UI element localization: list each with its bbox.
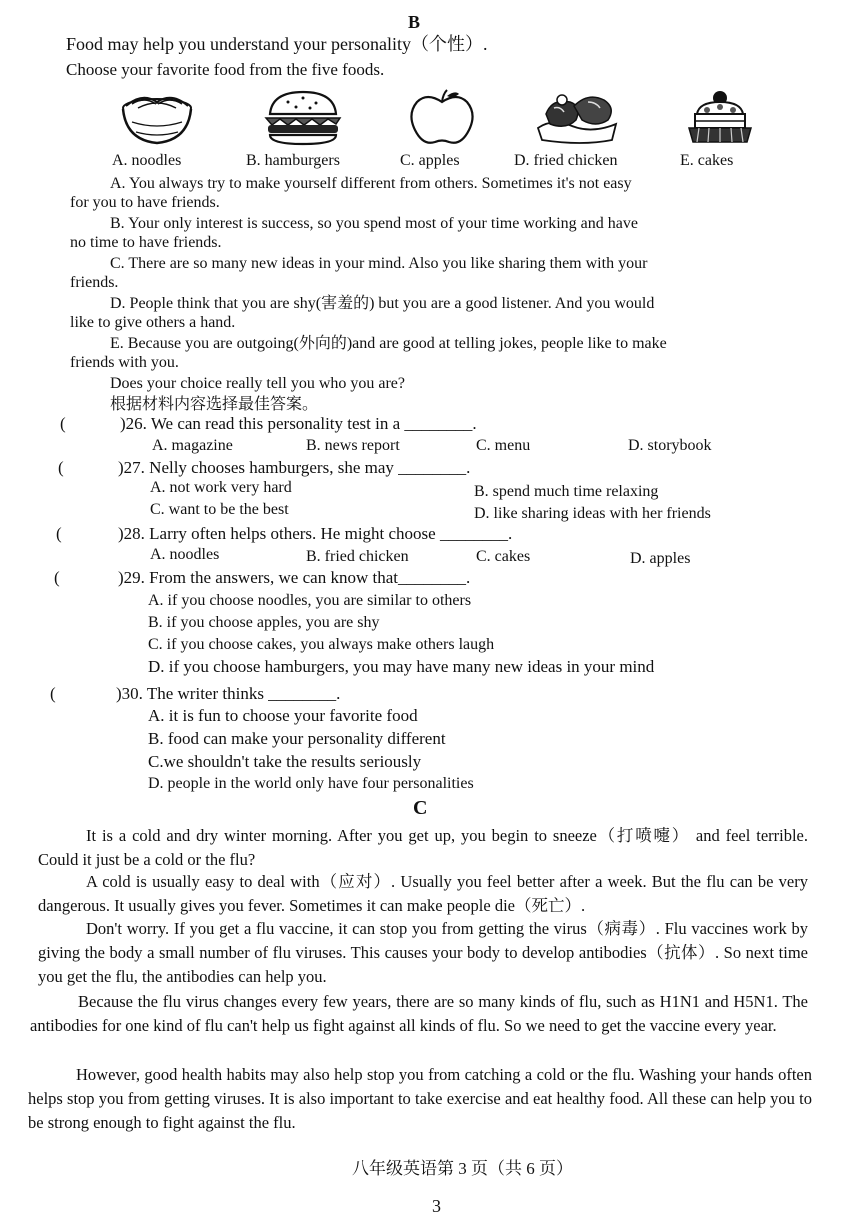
- question-30-option: B. food can make your personality different: [148, 729, 446, 748]
- question-30-option: C.we shouldn't take the results seriously: [148, 752, 422, 771]
- description-a-line1: A. You always try to make yourself different from others. Sometimes it's not easy: [110, 175, 632, 192]
- question-28-option: B. fried chicken: [306, 548, 409, 565]
- instruction: 根据材料内容选择最佳答案。: [110, 396, 319, 413]
- fried-chicken-icon: [532, 88, 622, 148]
- question-27-option: C. want to be the best: [150, 501, 289, 518]
- section-b-intro-2: Choose your favorite food from the five foods.: [66, 60, 385, 79]
- question-26-option: C. menu: [476, 437, 531, 454]
- answer-paren: (: [56, 524, 62, 543]
- description-a-line2: for you to have friends.: [70, 194, 220, 211]
- question-26-option: A. magazine: [152, 437, 233, 454]
- question-30-stem: )30. The writer thinks ________.: [116, 684, 341, 703]
- question-28-option: A. noodles: [150, 546, 220, 563]
- question-28-option: C. cakes: [476, 548, 531, 565]
- answer-paren: (: [60, 414, 66, 433]
- section-c-paragraph: Don't worry. If you get a flu vaccine, it can stop you from getting the virus（病毒）. Flu vaccines work by giving the body a small number of flu viruses. This causes your body to develop antibodies（抗体）. So next time you get the flu, the antibodies can help you.: [38, 919, 808, 986]
- description-c-line2: friends.: [70, 274, 119, 291]
- food-label: C. apples: [400, 152, 460, 169]
- question-29-option: A. if you choose noodles, you are similar to others: [148, 592, 472, 609]
- food-label: D. fried chicken: [514, 152, 618, 169]
- noodle-bowl-icon: [112, 88, 202, 148]
- description-d-line2: like to give others a hand.: [70, 314, 236, 331]
- answer-paren: (: [50, 684, 56, 703]
- question-27-option: B. spend much time relaxing: [474, 483, 659, 500]
- question-28-option: D. apples: [630, 550, 691, 567]
- question-30-option: D. people in the world only have four personalities: [148, 775, 474, 792]
- section-b-title: B: [408, 12, 421, 32]
- cake-icon: [675, 88, 765, 148]
- description-b-line1: B. Your only interest is success, so you spend most of your time working and have: [110, 215, 638, 232]
- question-29-option: C. if you choose cakes, you always make others laugh: [148, 636, 495, 653]
- description-e-line2: friends with you.: [70, 354, 179, 371]
- answer-paren: (: [54, 568, 60, 587]
- closing-question: Does your choice really tell you who you are?: [110, 375, 406, 392]
- apple-icon: [397, 88, 487, 148]
- section-c-paragraph: It is a cold and dry winter morning. After you get up, you begin to sneeze（打喷嚏） and feel terrible. Could it just be a cold or the flu?: [38, 826, 808, 869]
- question-26-stem: )26. We can read this personality test in a ________.: [120, 414, 477, 433]
- question-29-option: D. if you choose hamburgers, you may have many new ideas in your mind: [148, 657, 655, 676]
- section-c-paragraph: A cold is usually easy to deal with（应对）. Usually you feel better after a week. But the flu can be very dangerous. It usually gives you fever. Sometimes it can make people die（死亡）.: [38, 872, 808, 915]
- question-27-stem: )27. Nelly chooses hamburgers, she may ________.: [118, 458, 471, 477]
- page-number: 3: [432, 1196, 441, 1216]
- food-label: A. noodles: [112, 152, 182, 169]
- question-29-option: B. if you choose apples, you are shy: [148, 614, 380, 631]
- description-d-line1: D. People think that you are shy(害羞的) but you are a good listener. And you would: [110, 295, 655, 312]
- section-b-intro-1: Food may help you understand your personality（个性）.: [66, 34, 488, 54]
- section-c-paragraph: Because the flu virus changes every few years, there are so many kinds of flu, such as H1N1 and H5N1. The antibodies for one kind of flu can't help us fight against all kinds of flu. So we need to get the vaccine every year.: [30, 992, 808, 1035]
- section-c-paragraph: However, good health habits may also help stop you from catching a cold or the flu. Washing your hands often helps stop you from getting viruses. It is also important to take exercise and eat healthy food. All these can help you to be strong enough to fight against the flu.: [28, 1065, 812, 1132]
- question-28-stem: )28. Larry often helps others. He might choose ________.: [118, 524, 513, 543]
- section-c-title: C: [413, 797, 428, 819]
- question-27-option: A. not work very hard: [150, 479, 292, 496]
- food-label: B. hamburgers: [246, 152, 340, 169]
- question-27-option: D. like sharing ideas with her friends: [474, 505, 711, 522]
- food-label: E. cakes: [680, 152, 734, 169]
- question-26-option: B. news report: [306, 437, 400, 454]
- question-30-option: A. it is fun to choose your favorite food: [148, 706, 418, 725]
- question-29-stem: )29. From the answers, we can know that________.: [118, 568, 471, 587]
- description-c-line1: C. There are so many new ideas in your mind. Also you like sharing them with your: [110, 255, 648, 272]
- description-b-line2: no time to have friends.: [70, 234, 222, 251]
- hamburger-icon: [258, 88, 348, 148]
- question-26-option: D. storybook: [628, 437, 712, 454]
- answer-paren: (: [58, 458, 64, 477]
- description-e-line1: E. Because you are outgoing(外向的)and are good at telling jokes, people like to make: [110, 335, 667, 352]
- page-info-footer: 八年级英语第 3 页（共 6 页）: [352, 1159, 573, 1178]
